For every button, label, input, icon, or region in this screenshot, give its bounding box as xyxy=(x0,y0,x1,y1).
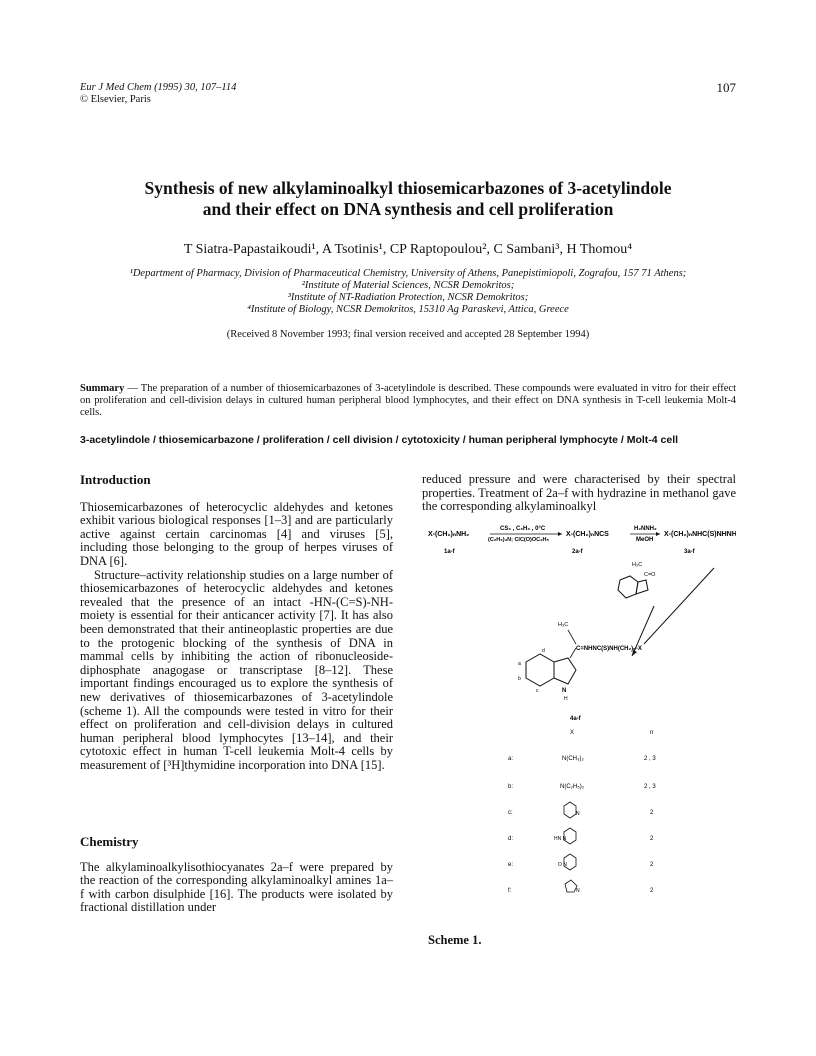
author-list: T Siatra-Papastaikoudi¹, A Tsotinis¹, CP Raptopoulou², C Sambani³, H Thomou⁴ xyxy=(183,242,633,257)
label-3: 3a-f xyxy=(684,549,695,555)
affiliation-3: ³Institute of NT-Radiation Protection, NCSR Demokritos; xyxy=(287,292,529,303)
summary-abstract xyxy=(80,383,736,419)
ring-label-a: a xyxy=(518,661,521,667)
row-n: 2 , 3 xyxy=(644,756,656,762)
title-line-2: and their effect on DNA synthesis and cell proliferation xyxy=(202,199,614,219)
label-4: 4a-f xyxy=(570,716,581,722)
journal-citation: Eur J Med Chem (1995) 30, 107–114 xyxy=(80,82,237,93)
affiliation-1: ¹Department of Pharmacy, Division of Pharmaceutical Chemistry, University of Athens, Panepistimiopoli, Zografou, 157 71 Athens; xyxy=(129,268,687,279)
product-methyl: H₃C xyxy=(558,622,569,628)
row-id: c: xyxy=(508,810,513,816)
summary-label: Summary xyxy=(80,383,125,394)
row-id: e: xyxy=(508,862,514,868)
scheme-1-drawing xyxy=(422,520,736,930)
arrow-head-2 xyxy=(656,532,660,536)
page-number: 107 xyxy=(716,80,736,95)
row-x: N(C₂H₅)₂ xyxy=(560,784,585,790)
ring-hydrogen: H xyxy=(564,696,568,702)
row-x: N(CH₃)₂ xyxy=(562,756,584,762)
intermediate-formula: X-(CH₂)ₙNCS xyxy=(566,531,609,538)
table-row xyxy=(508,828,654,844)
scheme-caption: Scheme 1. xyxy=(428,933,482,947)
row-n: 2 xyxy=(650,888,654,894)
table-col-n: n xyxy=(650,730,654,736)
label-1: 1a-f xyxy=(444,549,455,555)
scheme-1-figure xyxy=(422,520,736,930)
ring-nitrogen: N xyxy=(562,688,567,694)
plus-line xyxy=(644,568,714,644)
intro-paragraph-2: Structure–activity relationship studies on a large number of thiosemicarbazones of heterocyclic aldehydes and ketones revealed that the presence of an intact -HN-(C=S)-NH- moiety is essential for their anticancer activity [7]. It has also been demonstrated that their antineoplastic properties are due to the protogenic blocking of the synthesis of DNA in mammal cells by inhibiting the action of ribonucleoside-diphosphate anagogase or transcriptase [8–12]. These important findings encouraged us to explore the synthesis of new derivatives of thiosemicarbazones of 3-acetylindole (scheme 1). All the compounds were tested in vitro for their effect on proliferation and cell-division delays in cultured human peripheral blood lymphocytes [13–14], and their cytotoxic effect in human T-cell leukemia Molt-4 cells by measurement of [³H]thymidine incorporation into DNA [15]. xyxy=(80,567,393,772)
table-row xyxy=(508,802,654,818)
acetyl-methyl: H₃C xyxy=(632,562,643,568)
ring-label-b: b xyxy=(518,676,521,682)
copyright: © Elsevier, Paris xyxy=(80,94,151,105)
introduction-section xyxy=(80,473,393,772)
methyl-bond xyxy=(568,630,576,644)
ring-label-d: d xyxy=(542,648,545,654)
affiliations xyxy=(80,268,736,316)
row-n: 2 xyxy=(650,862,654,868)
acetyl-carbonyl: C=O xyxy=(644,572,656,578)
indole-pyrrole-ring xyxy=(554,658,576,684)
product-formula: X-(CH₂)ₙNHC(S)NHNH₂ xyxy=(664,531,736,538)
row-id: f: xyxy=(508,888,512,894)
ring-label-c: c xyxy=(536,688,539,694)
summary-text: — The preparation of a number of thiosemicarbazones of 3-acetylindole is described. These compounds were evaluated in vitro for their effect on proliferation and cell-division delays in cultured human peripheral blood lymphocytes, and their effect on DNA synthesis in T-cell leukemia Molt-4 cells. xyxy=(80,383,736,418)
title-line-1: Synthesis of new alkylaminoalkyl thiosemicarbazones of 3-acetylindole xyxy=(144,178,672,198)
row-x: N xyxy=(576,811,580,817)
product-side-chain: C=NHNC(S)NH(CH₂)ₙ-X xyxy=(576,646,642,652)
hydrazine-top: H₂NNH₂ xyxy=(634,526,657,532)
chemistry-paragraph-1: The alkylaminoalkylisothiocyanates 2a–f were prepared by the reaction of the corresponding alkylaminoalkyl amines 1a–f with carbon disulphide [16]. The products were isolated by fractional distillation under xyxy=(80,859,393,915)
table-row xyxy=(508,880,654,894)
row-id: a: xyxy=(508,756,514,762)
row-n: 2 xyxy=(650,810,654,816)
reagents-top: CS₂ , C₆H₆ , 0°C xyxy=(500,526,546,532)
right-column-text: reduced pressure and were characterised by their spectral properties. Treatment of 2a–f with hydrazine in methanol gave the corresponding alkylaminoalkyl xyxy=(422,472,736,514)
label-2: 2a-f xyxy=(572,549,583,555)
indole-benzene-ring xyxy=(526,654,554,686)
affiliation-4: ⁴Institute of Biology, NCSR Demokritos, 15310 Ag Paraskevi, Attica, Greece xyxy=(247,304,569,315)
reagents-bottom: (C₂H₅)₃N; ClC(O)OC₂H₅ xyxy=(488,537,550,543)
paper-title xyxy=(80,178,736,220)
received-dates: (Received 8 November 1993; final version received and accepted 28 September 1994) xyxy=(226,329,590,340)
table-row xyxy=(508,756,656,762)
chemistry-section xyxy=(80,835,393,915)
row-id: b: xyxy=(508,784,514,790)
row-x: HN N xyxy=(554,836,567,842)
arrow-head-1 xyxy=(558,532,562,536)
table-row xyxy=(508,784,656,790)
row-id: d: xyxy=(508,836,514,842)
intro-paragraph-1: Thiosemicarbazones of heterocyclic aldehydes and ketones exhibit various biological responses [1–3] and are particularly active against certain carcinomas [4] and viruses [5], including those belonging to the group of herpes viruses of DNA [6]. xyxy=(80,499,393,568)
table-col-x: X xyxy=(570,730,575,736)
running-header xyxy=(80,82,236,106)
row-n: 2 xyxy=(650,836,654,842)
row-n: 2 , 3 xyxy=(644,784,656,790)
table-row xyxy=(508,854,654,870)
keywords: 3-acetylindole / thiosemicarbazone / proliferation / cell division / cytotoxicity / human peripheral lymphocyte / Molt-4 cell xyxy=(80,434,679,446)
chemistry-heading: Chemistry xyxy=(80,834,139,849)
indole-benzene-small xyxy=(618,576,638,598)
affiliation-2: ²Institute of Material Sciences, NCSR Demokritos; xyxy=(301,280,515,291)
hydrazine-bottom: MeOH xyxy=(636,537,654,543)
introduction-heading: Introduction xyxy=(80,472,151,487)
reactant-formula: X-(CH₂)ₙNH₂ xyxy=(428,531,470,538)
row-x: N xyxy=(576,888,580,894)
row-x: O N xyxy=(558,862,567,868)
side-chain-bond xyxy=(570,648,576,658)
indole-pyrrole-small xyxy=(636,580,648,594)
piperidine-ring-icon xyxy=(564,802,576,818)
